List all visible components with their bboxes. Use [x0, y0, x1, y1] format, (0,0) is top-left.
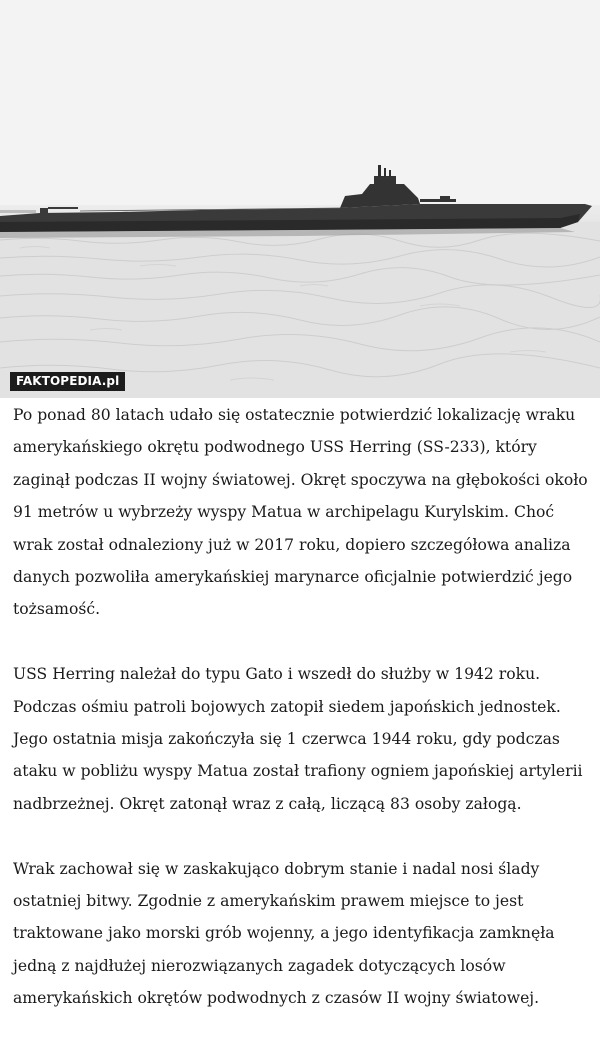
- submarine-photo: [0, 0, 600, 398]
- article-body: [13, 399, 591, 1015]
- watermark-label: FAKTOPEDIA.pl: [10, 372, 125, 391]
- submarine-illustration: [0, 0, 600, 398]
- article-paragraph-2: USS Herring należał do typu Gato i wszedł do służby w 1942 roku. Podczas ośmiu patroli bojowych zatopił siedem japońskich jednostek. Jego ostatnia misja zakończyła się 1 czerwca 1944 roku, gdy podczas ataku w pobliżu wyspy Matua został trafiony ogniem japońskiej artylerii nadbrzeżnej. Okręt zatonął wraz z całą, liczącą 83 osoby załogą.: [13, 665, 583, 813]
- article-paragraph-3: Wrak zachował się w zaskakująco dobrym stanie i nadal nosi ślady ostatniej bitwy. Zgodnie z amerykańskim prawem miejsce to jest traktowane jako morski grób wojenny, a jego identyfikacja zamknęła jedną z najdłużej nierozwiązanych zagadek dotyczących losów amerykańskich okrętów podwodnych z czasów II wojny światowej.: [13, 859, 555, 1008]
- article-paragraph-1: Po ponad 80 latach udało się ostatecznie potwierdzić lokalizację wraku amerykańskiego okrętu podwodnego USS Herring (SS-233), który zaginął podczas II wojny światowej. Okręt spoczywa na głębokości około 91 metrów u wybrzeży wyspy Matua w archipelagu Kurylskim. Choć wrak został odnaleziony już w 2017 roku, dopiero szczegółowa analiza danych pozwoliła amerykańskiej marynarce oficjalnie potwierdzić jego tożsamość.: [13, 406, 588, 619]
